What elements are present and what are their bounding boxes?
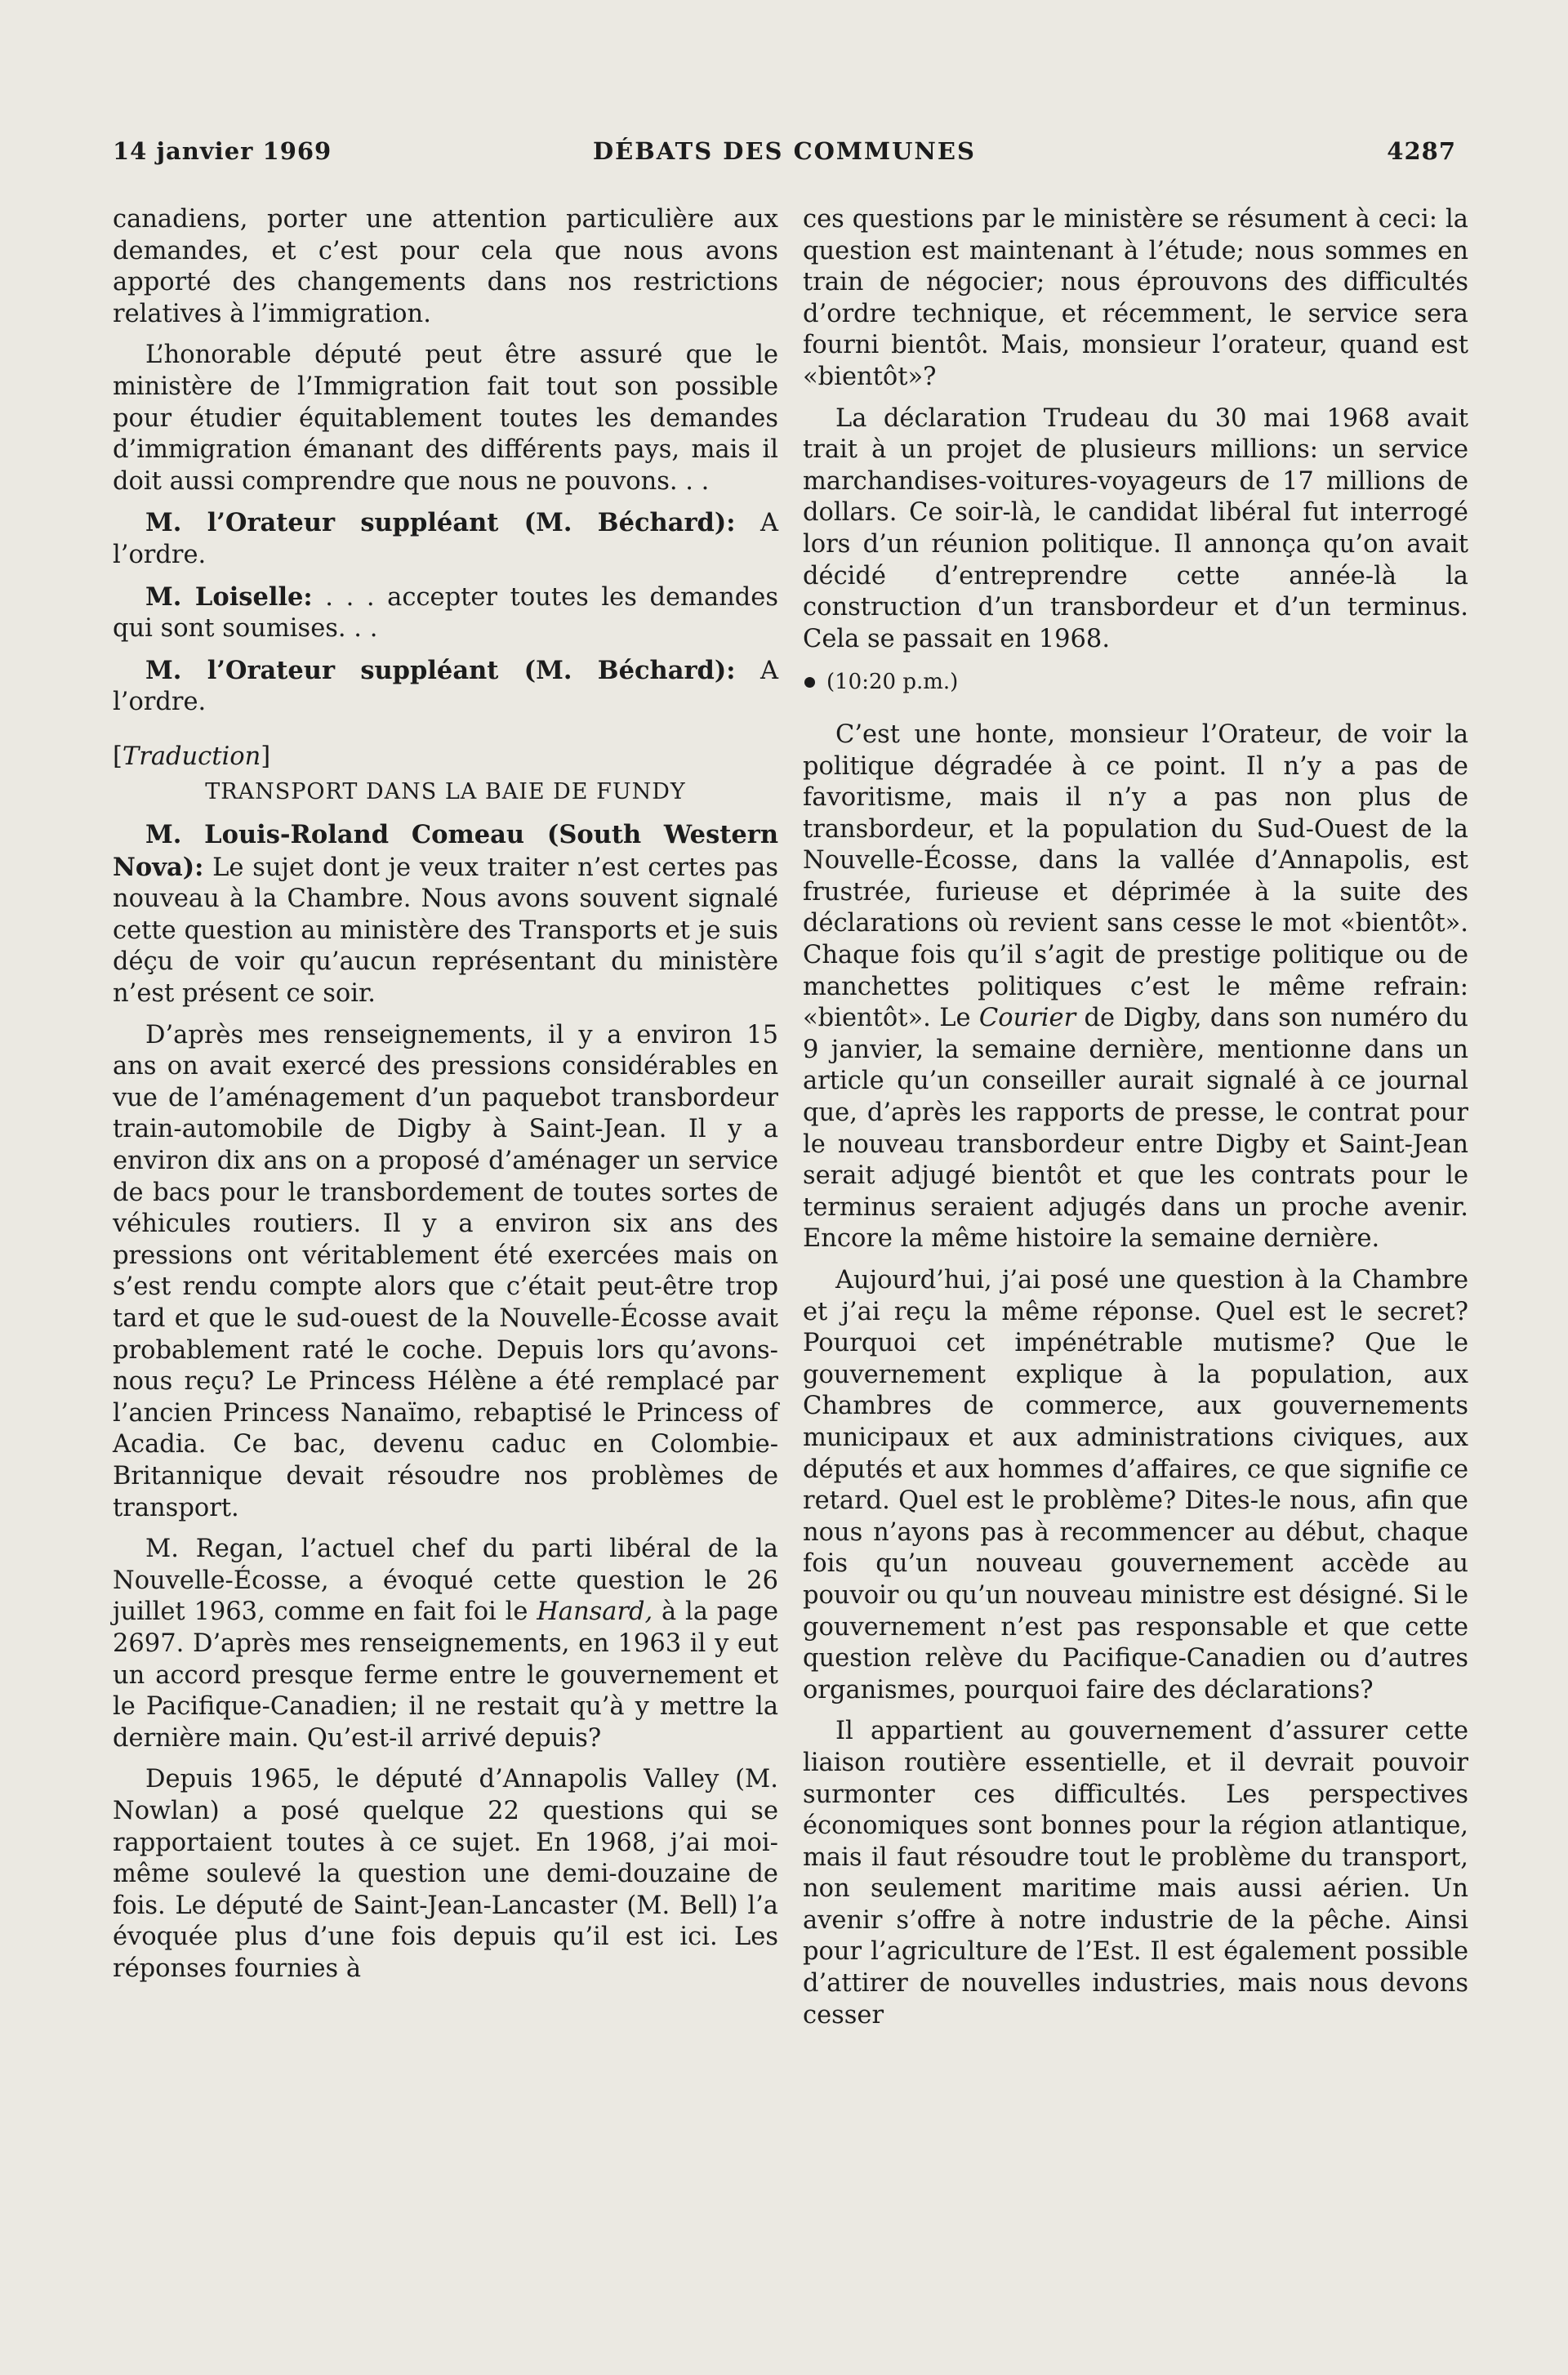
- paragraph: L’honorable député peut être assuré que le ministère de l’Immigration fait tout son possible pour étudier équitablement toutes les demandes d’immigration émanant des différents pays, mais il doit aussi comprendre que nous ne pouvons. . .: [113, 341, 778, 496]
- paragraph: La déclaration Trudeau du 30 mai 1968 avait trait à un projet de plusieurs millions: un service marchandises-voitures-voyageurs de 17 millions de dollars. Ce soir-là, le candidat libéral fut interrogé lors d’un réunion politique. Il annonça qu’on avait décidé d’entreprendre cette année-là la construction d’un transbordeur et d’un terminus. Cela se passait en 1968.: [803, 403, 1468, 653]
- paragraph: Depuis 1965, le député d’Annapolis Valley (M. Nowlan) a posé quelque 22 questions qui se rapportaient toutes à ce sujet. En 1968, j’ai moi-même soulevé la question une demi-douzaine de fois. Le député de Saint-Jean-Lancaster (M. Bell) l’a évoquée plus d’une fois depuis qu’il est ici. Les réponses fournies à: [113, 1765, 778, 1983]
- newspaper-name: Courier: [978, 1004, 1076, 1033]
- speech-text: A l’ordre.: [113, 509, 778, 569]
- paragraph: C’est une honte, monsieur l’Orateur, de voir la politique dégradée à ce point. Il n’y a pas de favoritisme, mais il n’y a pas non plus de transbordeur, et la population du Sud-Ouest de la Nouvelle-Écosse, dans la vallée d’Annapolis, est frustrée, furieuse et déprimée à la suite des déclarations où revient sans cesse le mot «bientôt». Chaque fois qu’il s’agit de prestige politique ou de manchettes politiques c’est le même refrain: «bientôt». Le Courier de Digby, dans son numéro du 9 janvier, la semaine dernière, mentionne dans un article qu’un conseiller aurait signalé à ce journal que, d’après les rapports de presse, le contrat pour le nouveau transbordeur entre Digby et Saint-Jean serait adjugé bientôt et que les contrats pour le terminus seraient adjugés dans un proche avenir. Encore la même histoire la semaine dernière.: [803, 720, 1469, 1254]
- speech-text: Le sujet dont je veux traiter n’est certes pas nouveau à la Chambre. Nous avons souvent signalé cette question au ministère des Transports et je suis déçu de voir qu’aucun représentant du ministère n’est présent ce soir.: [113, 853, 778, 1009]
- left-column: [113, 204, 778, 1994]
- paragraph: [113, 581, 778, 645]
- timestamp: (10:20 p.m.): [803, 666, 1468, 698]
- paragraph: ces questions par le ministère se résument à ceci: la question est maintenant à l’étude; nous sommes en train de négocier; nous éprouvons des difficultés d’ordre technique, et récemment, le service sera fourni bientôt. Mais, monsieur l’orateur, quand est «bientôt»?: [803, 205, 1468, 391]
- paragraph: D’après mes renseignements, il y a environ 15 ans on avait exercé des pressions considérables en vue de l’aménagement d’un paquebot transbordeur train-automobile de Digby à Saint-Jean. Il y a environ dix ans on a proposé d’aménager un service de bacs pour le transbordement de toutes sortes de véhicules routiers. Il y a environ six ans des pressions ont véritablement été exercées mais on s’est rendu compte alors que c’était peut-être trop tard et que le sud-ouest de la Nouvelle-Écosse avait probablement raté le coche. Depuis lors qu’avons-nous reçu? Le Princess Hélène a été remplacé par l’ancien Princess Nanaïmo, rebaptisé le Princess of Acadia. Ce bac, devenu caduc en Colombie-Britannique devait résoudre nos problèmes de transport.: [113, 1020, 778, 1522]
- page-header: [113, 137, 1456, 178]
- speaker-name: M. l’Orateur suppléant (M. Béchard):: [145, 655, 736, 685]
- paragraph: [113, 655, 778, 719]
- speaker-name: M. l’Orateur suppléant (M. Béchard):: [145, 508, 736, 538]
- bullet-icon: [804, 677, 815, 688]
- speech-text: . . . accepter toutes les demandes qui sont soumises. . .: [113, 582, 779, 644]
- speaker-name: M. Louis-Roland Comeau (South Western Nova):: [113, 820, 778, 882]
- paragraph: canadiens, porter une attention particulière aux demandes, et c’est pour cela que nous avons apporté des changements dans nos restrictions relatives à l’immigration.: [113, 205, 778, 328]
- header-date: 14 janvier 1969: [113, 137, 332, 165]
- paragraph: [113, 819, 778, 1010]
- paragraph: Aujourd’hui, j’ai posé une question à la Chambre et j’ai reçu la même réponse. Quel est le secret? Pourquoi cet impénétrable mutisme? Que le gouvernement explique à la population, aux Chambres de commerce, aux gouvernements municipaux et aux administrations civiques, aux députés et aux hommes d’affaires, ce que signifie ce retard. Quel est le problème? Dites-le nous, afin que nous n’ayons pas à recommencer au début, chaque fois qu’un nouveau gouvernement accède au pouvoir ou qu’un nouveau ministre est désigné. Si le gouvernement n’est pas responsable et que cette question relève du Pacifique-Canadien ou d’autres organismes, pourquoi faire des déclarations?: [803, 1266, 1468, 1704]
- page-number: 4287: [1387, 137, 1456, 165]
- paragraph: [113, 507, 778, 571]
- hansard-reference: Hansard,: [537, 1597, 653, 1627]
- translation-note: [Traduction]: [113, 742, 271, 771]
- paragraph: Il appartient au gouvernement d’assurer cette liaison routière essentielle, et il devrait pouvoir surmonter ces difficultés. Les perspectives économiques sont bonnes pour la région atlantique, mais il faut résoudre tout le problème du transport, non seulement maritime mais aussi aérien. Un avenir s’offre à notre industrie de la pêche. Ainsi pour l’agriculture de l’Est. Il est également possible d’attirer de nouvelles industries, mais nous devons cesser: [803, 1717, 1468, 2030]
- paragraph: M. Regan, l’actuel chef du parti libéral de la Nouvelle-Écosse, a évoqué cette question le 26 juillet 1963, comme en fait foi le Hansard, à la page 2697. D’après mes renseignements, en 1963 il y eut un accord presque ferme entre le gouvernement et le Pacifique-Canadien; il ne restait qu’à y mettre la dernière main. Qu’est-il arrivé depuis?: [113, 1535, 778, 1753]
- speech-text: A l’ordre.: [113, 656, 778, 717]
- section-heading: TRANSPORT DANS LA BAIE DE FUNDY: [205, 778, 686, 804]
- right-column: [803, 204, 1468, 2041]
- speaker-name: M. Loiselle:: [145, 581, 313, 612]
- header-title: DÉBATS DES COMMUNES: [593, 137, 976, 165]
